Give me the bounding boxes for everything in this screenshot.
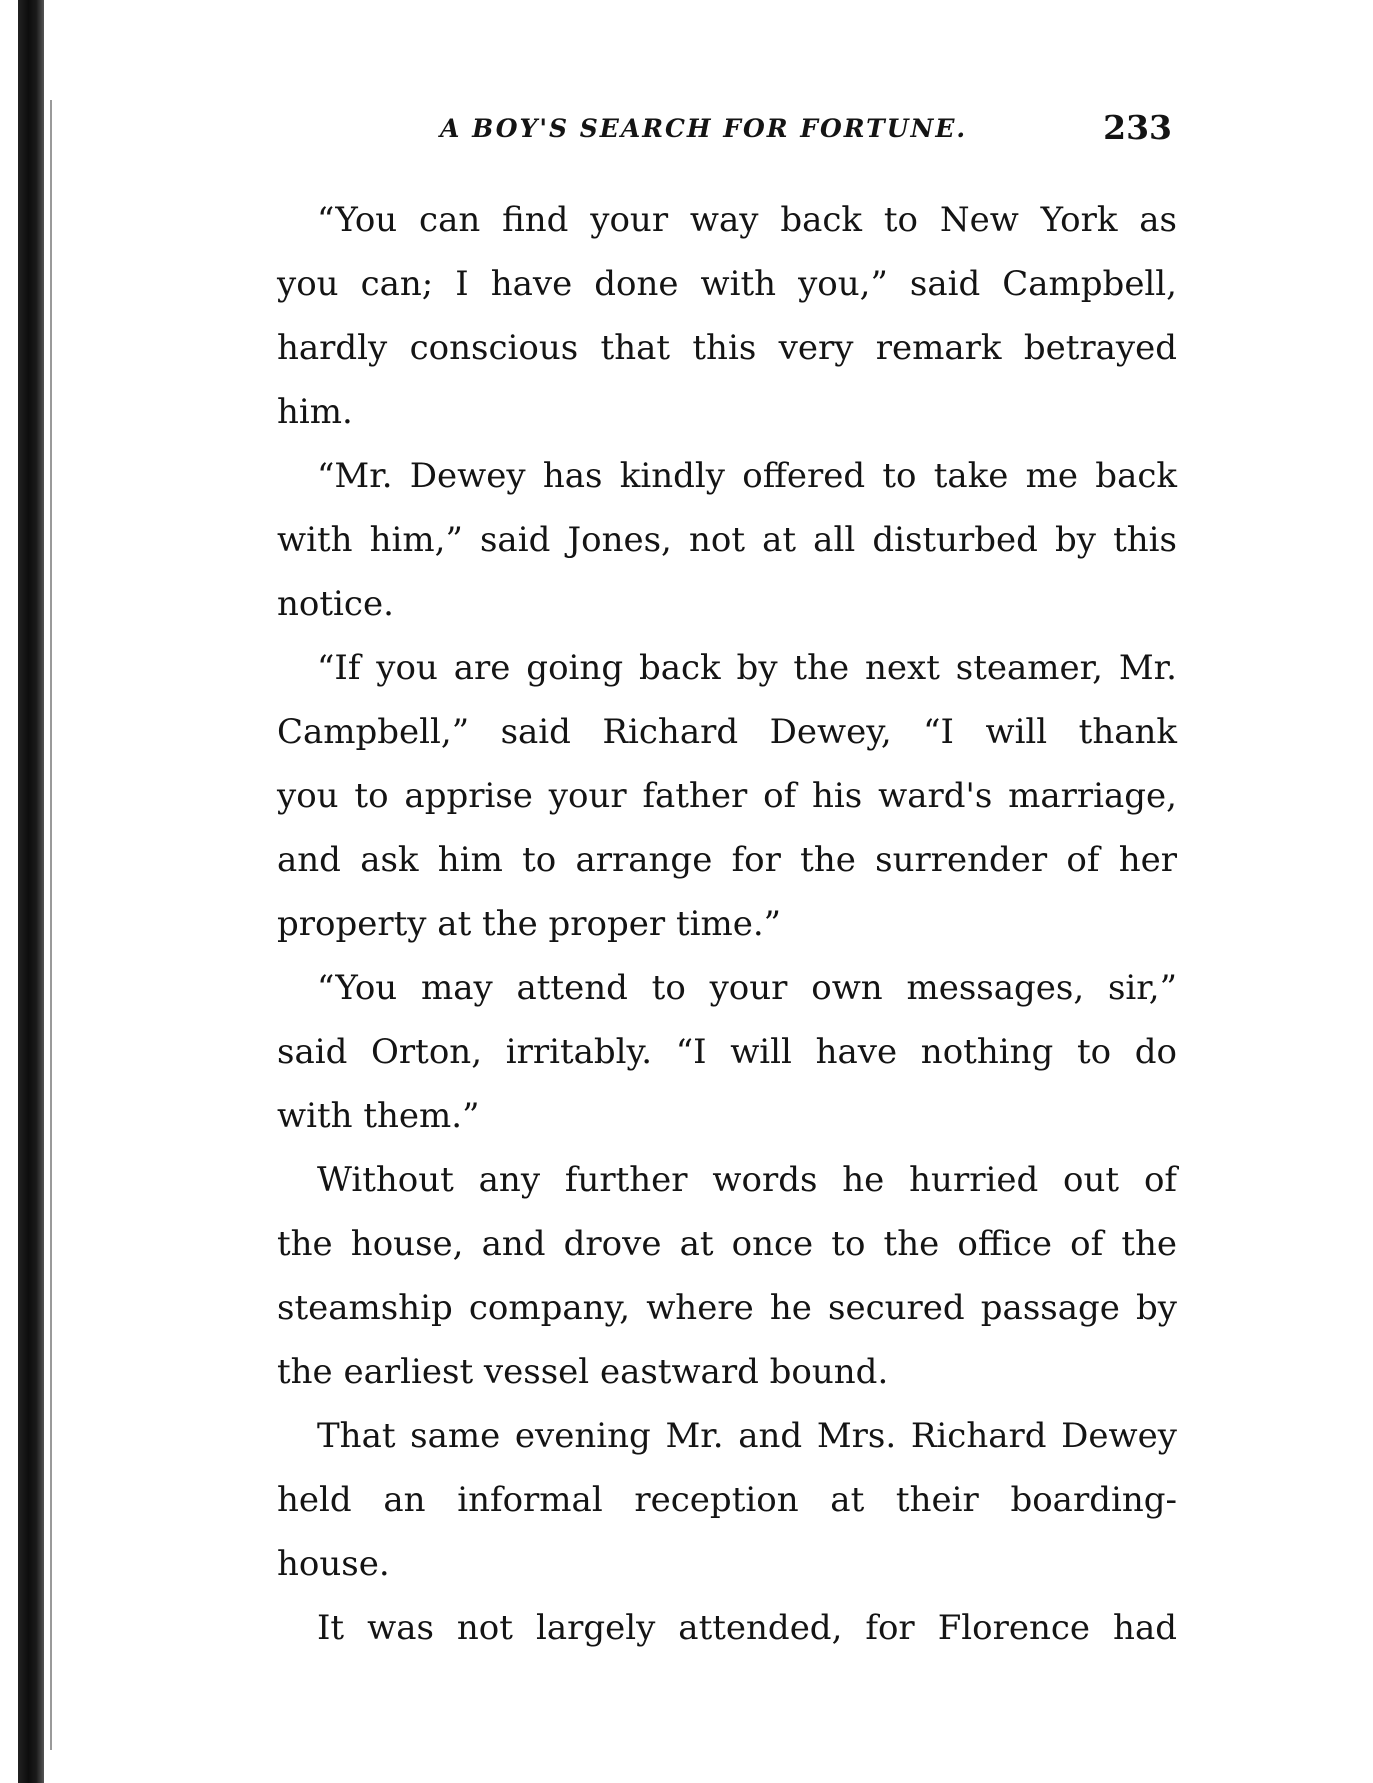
paragraph: [277, 636, 1177, 956]
paragraph: [277, 1596, 1177, 1660]
page-number: 233: [1103, 108, 1172, 147]
text-line: with them.”: [277, 1096, 480, 1136]
text-line: Campbell,” said Richard Dewey, “I will thank: [277, 712, 1177, 752]
text-line: It was not largely attended, for Florence had: [317, 1608, 1177, 1648]
text-line: and ask him to arrange for the surrender of her: [277, 840, 1177, 880]
text-line: the earliest vessel eastward bound.: [277, 1352, 889, 1392]
text-line: steamship company, where he secured passage by: [277, 1288, 1177, 1328]
text-line: held an informal reception at their boarding-: [277, 1480, 1177, 1520]
text-line: the house, and drove at once to the office of the: [277, 1224, 1177, 1264]
text-line: “You may attend to your own messages, sir,”: [317, 968, 1177, 1008]
text-line: Without any further words he hurried out of: [317, 1160, 1177, 1200]
paragraph: [277, 956, 1177, 1148]
paragraph: [277, 1404, 1177, 1596]
text-line: hardly conscious that this very remark betrayed: [277, 328, 1177, 368]
text-line: with him,” said Jones, not at all disturbed by this: [277, 520, 1177, 560]
text-line: “Mr. Dewey has kindly offered to take me back: [317, 456, 1177, 496]
text-line: said Orton, irritably. “I will have nothing to do: [277, 1032, 1177, 1072]
paragraph: [277, 1148, 1177, 1404]
text-line: That same evening Mr. and Mrs. Richard Dewey: [317, 1416, 1177, 1456]
book-spine-shadow: [18, 0, 44, 1783]
text-line: notice.: [277, 584, 394, 624]
paragraph: [277, 444, 1177, 636]
text-line: house.: [277, 1544, 390, 1584]
text-line: “If you are going back by the next steamer, Mr.: [317, 648, 1177, 688]
text-line: him.: [277, 392, 353, 432]
text-line: you can; I have done with you,” said Campbell,: [277, 264, 1177, 304]
page-edge-line: [50, 100, 52, 1750]
text-line: you to apprise your father of his ward's marriage,: [277, 776, 1177, 816]
text-line: property at the proper time.”: [277, 904, 782, 944]
page-body-text: [277, 188, 1177, 1660]
running-title: A BOY'S SEARCH FOR FORTUNE.: [440, 114, 968, 143]
text-line: “You can find your way back to New York as: [317, 200, 1177, 240]
page-header: [280, 108, 1180, 158]
paragraph: [277, 188, 1177, 444]
